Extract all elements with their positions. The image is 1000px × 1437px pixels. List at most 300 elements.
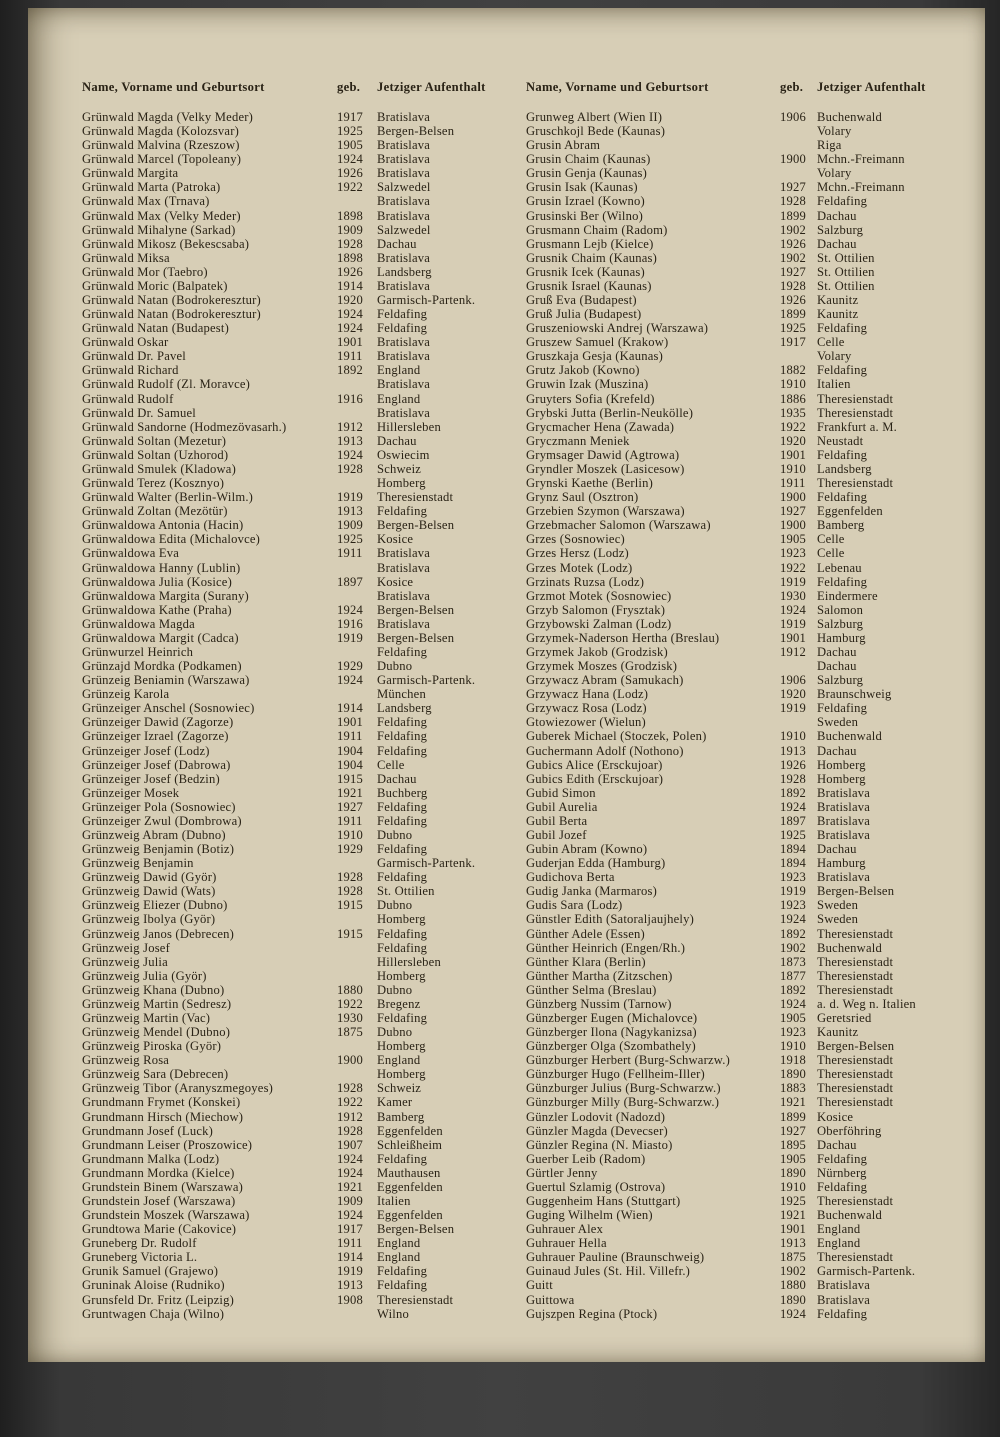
table-row [82, 504, 518, 518]
person-name: Günzberger Ilona (Nagykanizsa) [526, 1025, 697, 1040]
birth-year: 1897 [780, 813, 806, 828]
table-row [526, 321, 978, 335]
birth-year: 1894 [780, 842, 806, 857]
person-name: Grünwaldowa Julia (Kosice) [82, 574, 232, 589]
current-location: Buchenwald [817, 940, 882, 955]
table-row [82, 110, 518, 124]
table-row [82, 1180, 518, 1194]
person-name: Grünwald Margita [82, 166, 179, 181]
current-location: Feldafing [817, 490, 868, 505]
birth-year: 1919 [780, 701, 806, 716]
current-location: Theresienstadt [817, 391, 894, 406]
current-location: Bratislava [817, 827, 871, 842]
birth-year: 1927 [337, 799, 363, 814]
birth-year: 1924 [780, 1306, 806, 1321]
table-row [82, 1110, 518, 1124]
current-location: Celle [817, 546, 845, 561]
birth-year: 1905 [780, 1151, 806, 1166]
birth-year: 1909 [337, 222, 363, 237]
current-location: Bergen-Belsen [377, 1222, 455, 1237]
table-row [82, 518, 518, 532]
current-location: Theresienstadt [377, 1292, 454, 1307]
person-name: Grundmann Leiser (Proszowice) [82, 1137, 253, 1152]
table-row [526, 983, 978, 997]
person-name: Grzymek Moszes (Grodzisk) [526, 659, 678, 674]
birth-year: 1913 [337, 504, 363, 519]
person-name: Grünzweig Martin (Sedresz) [82, 996, 232, 1011]
current-location: Bergen-Belsen [377, 518, 455, 533]
birth-year: 1928 [780, 771, 806, 786]
table-row [526, 1208, 978, 1222]
table-row [526, 687, 978, 701]
current-location: Volary [817, 166, 852, 181]
current-location: Feldafing [377, 504, 428, 519]
birth-year [337, 969, 377, 983]
person-name: Grünzeiger Dawid (Zagorze) [82, 715, 234, 730]
birth-year: 1901 [337, 715, 363, 730]
birth-year: 1918 [780, 1053, 806, 1068]
person-name: Grünzweig Martin (Vac) [82, 1011, 211, 1025]
table-row [526, 138, 978, 152]
birth-year [780, 659, 817, 673]
birth-year: 1910 [780, 1039, 806, 1054]
birth-year: 1880 [337, 982, 363, 997]
table-row [82, 124, 518, 138]
birth-year: 1927 [780, 264, 806, 279]
birth-year: 1923 [780, 870, 806, 885]
birth-year: 1924 [337, 602, 363, 617]
person-name: Günther Martha (Zitzschen) [526, 968, 673, 983]
person-name: Grünwaldowa Margita (Surany) [82, 588, 249, 603]
current-location: Bratislava [377, 377, 431, 392]
table-row [82, 377, 518, 391]
person-name: Grynz Saul (Osztron) [526, 490, 639, 505]
person-name: Grünwald Miksa [82, 250, 170, 265]
table-row [526, 490, 978, 504]
birth-year: 1900 [780, 518, 806, 533]
birth-year: 1913 [337, 433, 363, 448]
current-location: Bamberg [817, 518, 865, 533]
person-name: Günzler Magda (Devecser) [526, 1123, 668, 1138]
birth-year [780, 124, 817, 138]
person-name: Grünwald Marta (Patroka) [82, 180, 221, 195]
birth-year: 1928 [780, 278, 806, 293]
current-location: Feldafing [377, 1151, 428, 1166]
current-location: Homberg [377, 968, 426, 983]
table-row [526, 1180, 978, 1194]
register-column-right [526, 80, 978, 1321]
person-name: Grünwald Magda (Kolozsvar) [82, 124, 239, 139]
table-row [526, 800, 978, 814]
current-location: Dachau [817, 743, 857, 758]
person-name: Grünzeiger Josef (Lodz) [82, 743, 210, 758]
table-row [526, 1293, 978, 1307]
birth-year [337, 1039, 377, 1053]
current-location: Dubno [377, 1025, 413, 1040]
current-location: Bratislava [817, 813, 871, 828]
table-row [82, 349, 518, 363]
current-location: Theresienstadt [377, 490, 454, 505]
person-name: Grünwald Natan (Bodrokeresztur) [82, 307, 261, 322]
person-name: Guertul Szlamig (Ostrova) [526, 1179, 666, 1194]
table-row [82, 786, 518, 800]
table-row [82, 673, 518, 687]
birth-year: 1935 [780, 405, 806, 420]
person-name: Grundmann Hirsch (Miechow) [82, 1109, 244, 1124]
person-name: Günzberger Olga (Szombathely) [526, 1039, 696, 1054]
table-row [82, 546, 518, 560]
person-name: Grünwald Magda (Velky Meder) [82, 110, 254, 124]
person-name: Guging Wilhelm (Wien) [526, 1208, 653, 1223]
current-location: München [377, 687, 426, 702]
birth-year: 1911 [337, 729, 363, 744]
current-location: Riga [817, 138, 842, 153]
table-row [82, 1095, 518, 1109]
current-location: Volary [817, 349, 852, 364]
table-row [82, 561, 518, 575]
table-row [82, 1152, 518, 1166]
birth-year: 1892 [337, 363, 363, 378]
table-row [526, 518, 978, 532]
birth-year: 1907 [337, 1137, 363, 1152]
table-row [82, 842, 518, 856]
person-name: Gubics Alice (Ersckujoar) [526, 757, 663, 772]
current-location: Bratislava [377, 250, 431, 265]
current-location: Buchenwald [817, 110, 882, 124]
current-location: Bratislava [377, 208, 431, 223]
table-row [526, 603, 978, 617]
birth-year [337, 1307, 377, 1321]
person-name: Grzywacz Abram (Samukach) [526, 673, 684, 688]
person-name: Grünwaldowa Antonia (Hacin) [82, 518, 244, 533]
table-row [82, 617, 518, 631]
person-name: Grunsfeld Dr. Fritz (Leipzig) [82, 1292, 234, 1307]
person-name: Günther Heinrich (Engen/Rh.) [526, 940, 686, 955]
birth-year: 1925 [780, 827, 806, 842]
table-row [526, 293, 978, 307]
table-row [526, 377, 978, 391]
birth-year: 1875 [780, 1250, 806, 1265]
birth-year: 1923 [780, 1025, 806, 1040]
current-location: Feldafing [377, 743, 428, 758]
table-row [526, 406, 978, 420]
table-row [82, 1166, 518, 1180]
person-name: Grusmann Chaim (Radom) [526, 222, 668, 237]
person-name: Grünwald Moric (Balpatek) [82, 278, 228, 293]
birth-year [337, 645, 377, 659]
birth-year: 1928 [337, 461, 363, 476]
birth-year: 1917 [337, 1222, 363, 1237]
person-name: Grymsager Dawid (Agtrowa) [526, 447, 680, 462]
current-location: Dachau [817, 659, 857, 674]
current-location: Hamburg [817, 630, 866, 645]
table-row [526, 1250, 978, 1264]
birth-year: 1930 [780, 588, 806, 603]
birth-year: 1883 [780, 1081, 806, 1096]
current-location: England [817, 1236, 861, 1251]
table-row [82, 1011, 518, 1025]
person-name: Grünwald Dr. Samuel [82, 405, 196, 420]
current-location: a. d. Weg n. Italien [817, 996, 916, 1011]
current-location: St. Ottilien [377, 884, 435, 899]
table-row [82, 307, 518, 321]
current-location: Homberg [377, 476, 426, 491]
birth-year: 1901 [780, 447, 806, 462]
table-row [82, 814, 518, 828]
current-location: Volary [817, 124, 852, 139]
birth-year: 1921 [780, 1095, 806, 1110]
table-row [526, 1236, 978, 1250]
table-row [526, 715, 978, 729]
person-name: Gruntwagen Chaja (Wilno) [82, 1306, 225, 1321]
person-name: Gubid Simon [526, 785, 596, 800]
birth-year [780, 138, 817, 152]
current-location: Schleißheim [377, 1137, 443, 1152]
person-name: Grybski Jutta (Berlin-Neukölle) [526, 405, 694, 420]
table-row [526, 842, 978, 856]
current-location: Celle [817, 532, 845, 547]
table-row [82, 1039, 518, 1053]
person-name: Grycmacher Hena (Zawada) [526, 419, 675, 434]
person-name: Gryndler Moszek (Lasicesow) [526, 461, 685, 476]
birth-year: 1905 [780, 532, 806, 547]
person-name: Grusin Genja (Kaunas) [526, 166, 648, 181]
person-name: Gürtler Jenny [526, 1165, 598, 1180]
birth-year: 1922 [780, 560, 806, 575]
person-name: Grünwald Soltan (Mezetur) [82, 433, 227, 448]
person-name: Gruszkaja Gesja (Kaunas) [526, 349, 663, 364]
current-location: Buchenwald [817, 729, 882, 744]
register-rows-left [82, 110, 518, 1321]
header-current-location: Jetziger Aufenthalt [377, 80, 486, 94]
birth-year: 1925 [337, 124, 363, 139]
person-name: Grunweg Albert (Wien II) [526, 110, 663, 124]
current-location: Bratislava [377, 588, 431, 603]
current-location: Feldafing [817, 321, 868, 336]
table-row [82, 898, 518, 912]
birth-year: 1902 [780, 222, 806, 237]
birth-year: 1925 [780, 321, 806, 336]
column-header-right [526, 80, 978, 94]
table-row [82, 392, 518, 406]
current-location: Bratislava [817, 799, 871, 814]
birth-year: 1926 [780, 293, 806, 308]
column-header-left [82, 80, 518, 94]
table-row [526, 912, 978, 926]
table-row [82, 1293, 518, 1307]
current-location: Salomon [817, 602, 864, 617]
table-row [526, 546, 978, 560]
person-name: Grünwald Natan (Budapest) [82, 321, 229, 336]
table-row [82, 1053, 518, 1067]
person-name: Gubil Aurelia [526, 799, 598, 814]
person-name: Grünwaldowa Margit (Cadca) [82, 630, 239, 645]
person-name: Grünzweig Mendel (Dubno) [82, 1025, 231, 1040]
table-row [526, 251, 978, 265]
table-row [82, 279, 518, 293]
person-name: Grünwald Malvina (Rzeszow) [82, 138, 240, 153]
birth-year: 1919 [780, 884, 806, 899]
person-name: Grünwurzel Heinrich [82, 644, 194, 659]
person-name: Grünzeiger Anschel (Sosnowiec) [82, 701, 255, 716]
person-name: Grünzweig Josef [82, 940, 170, 955]
person-name: Grünzweig Rosa [82, 1053, 170, 1068]
birth-year: 1902 [780, 250, 806, 265]
current-location: Bergen-Belsen [377, 630, 455, 645]
person-name: Grünzweig Tibor (Aranyszmegoyes) [82, 1081, 274, 1096]
person-name: Gudichova Berta [526, 870, 615, 885]
table-row [82, 870, 518, 884]
birth-year: 1925 [337, 532, 363, 547]
person-name: Grünwald Oskar [82, 335, 169, 350]
current-location: Schweiz [377, 1081, 422, 1096]
person-name: Grünzeiger Zwul (Dombrowa) [82, 813, 242, 828]
table-row [82, 941, 518, 955]
person-name: Grusin Abram [526, 138, 601, 153]
birth-year: 1901 [780, 630, 806, 645]
person-name: Grünwald Smulek (Kladowa) [82, 461, 236, 476]
birth-year [337, 687, 377, 701]
current-location: Sweden [817, 898, 859, 913]
current-location: Landsberg [377, 264, 432, 279]
person-name: Grzes Hersz (Lodz) [526, 546, 629, 561]
table-row [82, 589, 518, 603]
birth-year: 1901 [780, 1222, 806, 1237]
current-location: Salzburg [817, 616, 864, 631]
table-row [82, 434, 518, 448]
current-location: Theresienstadt [817, 954, 894, 969]
person-name: Grutz Jakob (Kowno) [526, 363, 640, 378]
person-name: Guerber Leib (Radom) [526, 1151, 646, 1166]
current-location: Mchn.-Freimann [817, 152, 905, 167]
birth-year [337, 194, 377, 208]
birth-year: 1899 [780, 208, 806, 223]
person-name: Grünwald Natan (Bodrokeresztur) [82, 293, 261, 308]
table-row [82, 1208, 518, 1222]
person-name: Grünwald Zoltan (Mezötür) [82, 504, 228, 519]
person-name: Grünzweig Sara (Debrecen) [82, 1067, 229, 1082]
current-location: Garmisch-Partenk. [377, 856, 476, 871]
current-location: Frankfurt a. M. [817, 419, 897, 434]
table-row [526, 814, 978, 828]
current-location: Homberg [377, 1067, 426, 1082]
person-name: Gubil Jozef [526, 827, 587, 842]
person-name: Grzymek Jakob (Grodzisk) [526, 644, 668, 659]
person-name: Grundmann Frymet (Konskei) [82, 1095, 241, 1110]
table-row [82, 251, 518, 265]
table-row [526, 701, 978, 715]
table-row [526, 631, 978, 645]
person-name: Gryczmann Meniek [526, 433, 630, 448]
table-row [526, 209, 978, 223]
birth-year: 1924 [780, 912, 806, 927]
table-row [82, 912, 518, 926]
birth-year: 1929 [337, 659, 363, 674]
register-rows-right [526, 110, 978, 1321]
table-row [82, 701, 518, 715]
current-location: Homberg [377, 912, 426, 927]
person-name: Grzes Motek (Lodz) [526, 560, 633, 575]
current-location: Dachau [817, 1137, 857, 1152]
table-row [82, 223, 518, 237]
current-location: Dubno [377, 982, 413, 997]
birth-year [780, 166, 817, 180]
person-name: Grusinski Ber (Wilno) [526, 208, 644, 223]
current-location: Dubno [377, 898, 413, 913]
table-row [526, 237, 978, 251]
table-row [82, 603, 518, 617]
person-name: Grzymek-Naderson Hertha (Breslau) [526, 630, 720, 645]
person-name: Grünwaldowa Eva [82, 546, 180, 561]
current-location: Bratislava [377, 194, 431, 209]
current-location: Buchenwald [817, 1208, 882, 1223]
table-row [82, 152, 518, 166]
table-row [526, 194, 978, 208]
birth-year: 1924 [780, 996, 806, 1011]
person-name: Grusnik Chaim (Kaunas) [526, 250, 658, 265]
table-row [82, 1222, 518, 1236]
birth-year: 1928 [337, 884, 363, 899]
current-location: St. Ottilien [817, 250, 875, 265]
table-row [526, 448, 978, 462]
person-name: Grzyb Salomon (Frysztak) [526, 602, 666, 617]
person-name: Günther Klara (Berlin) [526, 954, 646, 969]
person-name: Grünzeiger Mosek [82, 785, 180, 800]
table-row [526, 617, 978, 631]
current-location: Feldafing [377, 1011, 428, 1025]
birth-year: 1924 [337, 447, 363, 462]
table-row [82, 758, 518, 772]
person-name: Grzywacz Rosa (Lodz) [526, 701, 647, 716]
current-location: Homberg [817, 771, 866, 786]
current-location: Dubno [377, 827, 413, 842]
table-row [82, 983, 518, 997]
current-location: Salzwedel [377, 222, 431, 237]
table-row [526, 729, 978, 743]
birth-year: 1925 [780, 1194, 806, 1209]
person-name: Grzywacz Hana (Lodz) [526, 687, 649, 702]
person-name: Günzburger Julius (Burg-Schwarzw.) [526, 1081, 721, 1096]
current-location: England [377, 391, 421, 406]
person-name: Grzebmacher Salomon (Warszawa) [526, 518, 711, 533]
current-location: Theresienstadt [817, 1095, 894, 1110]
person-name: Gudig Janka (Marmaros) [526, 884, 658, 899]
birth-year: 1914 [337, 701, 363, 716]
birth-year: 1900 [780, 152, 806, 167]
table-row [82, 631, 518, 645]
birth-year: 1922 [780, 419, 806, 434]
table-row [82, 293, 518, 307]
birth-year: 1926 [337, 166, 363, 181]
current-location: Bratislava [817, 785, 871, 800]
current-location: Hillersleben [377, 954, 441, 969]
birth-year: 1899 [780, 307, 806, 322]
birth-year: 1905 [337, 138, 363, 153]
table-row [526, 1152, 978, 1166]
current-location: Feldafing [377, 1278, 428, 1293]
table-row [526, 1307, 978, 1321]
current-location: St. Ottilien [817, 278, 875, 293]
table-row [526, 659, 978, 673]
person-name: Gubin Abram (Kowno) [526, 842, 648, 857]
table-row [82, 420, 518, 434]
table-row [82, 265, 518, 279]
current-location: Garmisch-Partenk. [377, 673, 476, 688]
current-location: Feldafing [817, 1151, 868, 1166]
current-location: Lebenau [817, 560, 862, 575]
person-name: Grünwald Max (Trnava) [82, 194, 210, 209]
person-name: Gruszeniowski Andrej (Warszawa) [526, 321, 709, 336]
